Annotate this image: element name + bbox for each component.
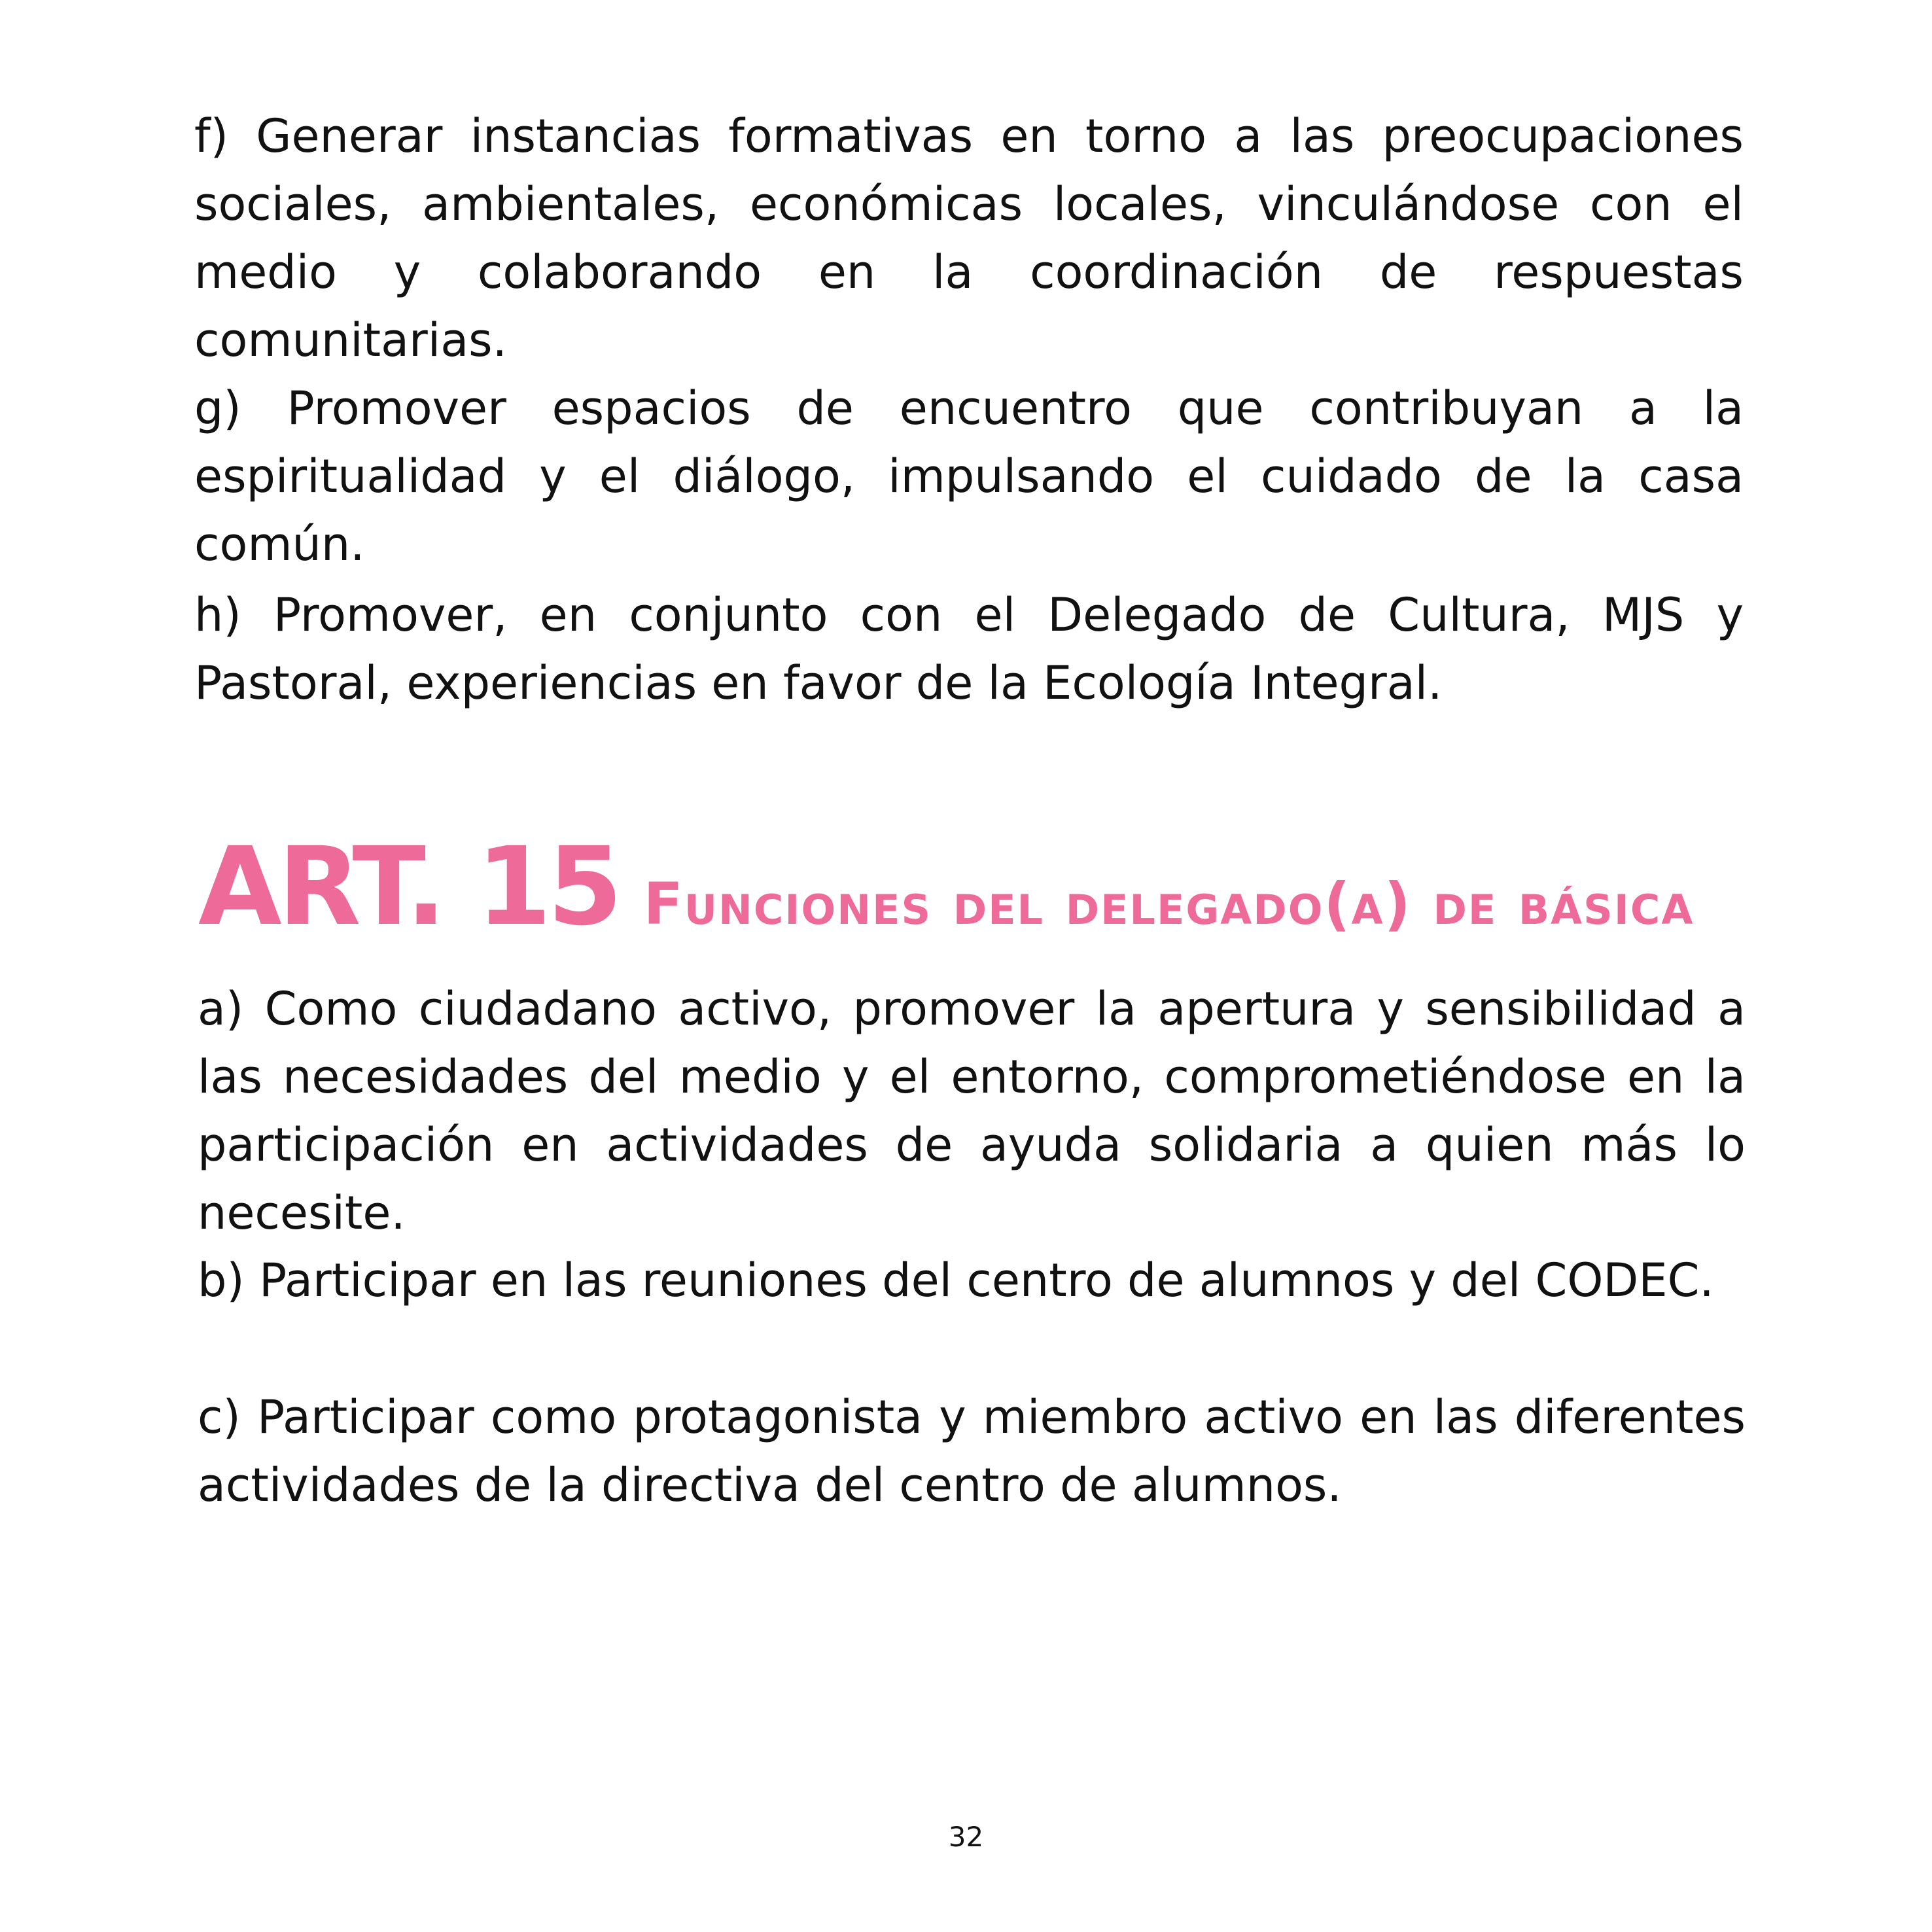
item-a-paragraph: a) Como ciudadano activo, promover la apertura y sensibilidad a las necesidades del medio y el entorno, comprometiéndose en la participación en actividades de ayuda solidaria a quien más lo necesite. [198, 982, 1746, 1240]
article-title: Funciones del delegado(a) de básica [643, 870, 1695, 938]
page-number: 32 [948, 1821, 984, 1853]
item-f-paragraph: f) Generar instancias formativas en torno a las preocupaciones sociales, ambientales, económicas locales, vinculándose con el medio y colaborando en la coordinación de respuestas comunitarias. [194, 109, 1744, 367]
item-b-paragraph: b) Participar en las reuniones del centro de alumnos y del CODEC. [198, 1254, 1714, 1307]
article-number: ART. 15 [198, 824, 619, 949]
article-heading [198, 824, 1768, 949]
item-g-paragraph: g) Promover espacios de encuentro que contribuyan a la espiritualidad y el diálogo, impulsando el cuidado de la casa común. [194, 381, 1744, 571]
item-h-paragraph: h) Promover, en conjunto con el Delegado de Cultura, MJS y Pastoral, experiencias en favor de la Ecología Integral. [194, 588, 1744, 710]
item-c-paragraph: c) Participar como protagonista y miembro activo en las diferentes actividades de la directiva del centro de alumnos. [198, 1390, 1746, 1512]
